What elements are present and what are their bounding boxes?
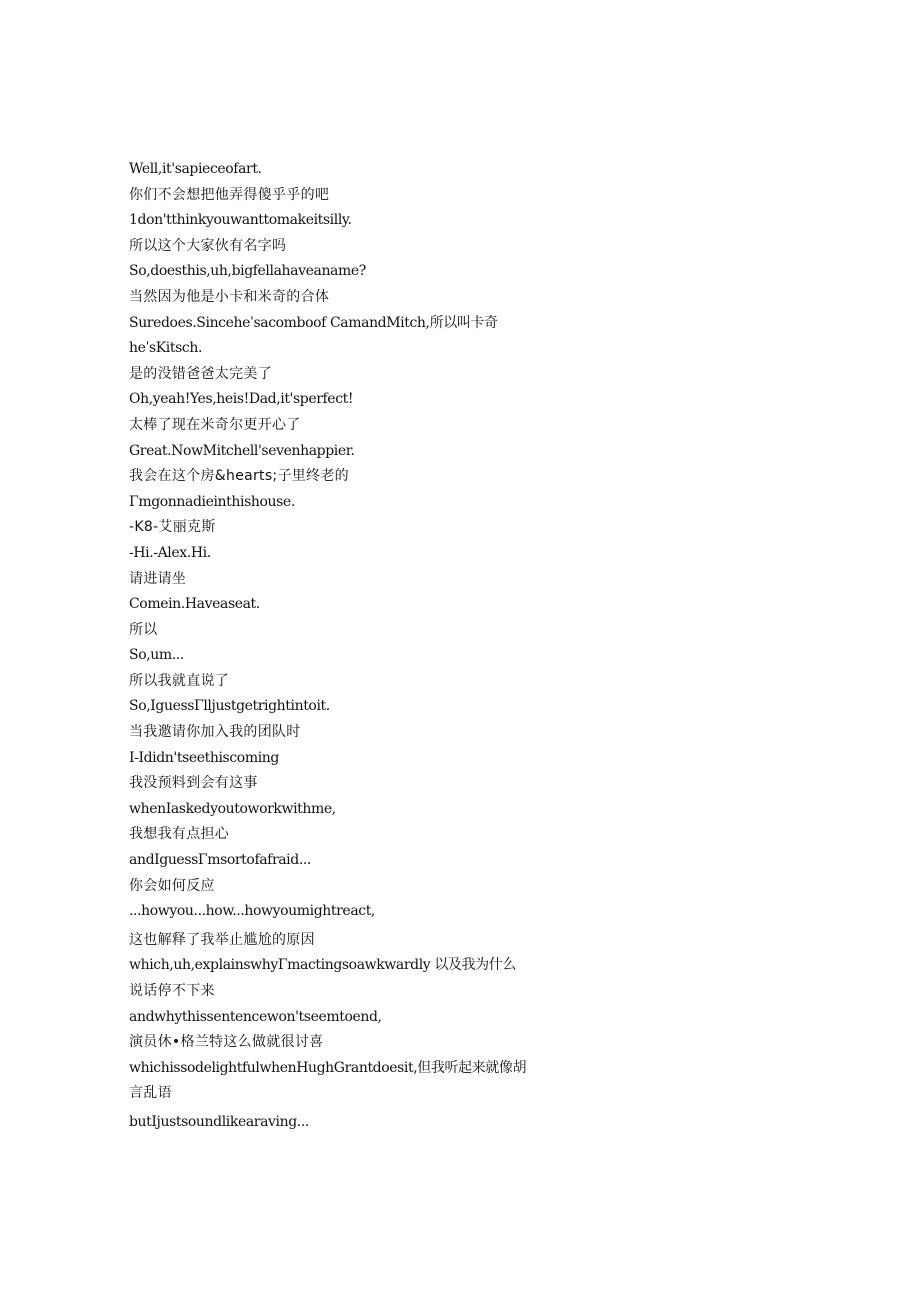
english-subtitle-line: butIjustsoundlikearaving... (129, 1113, 309, 1130)
chinese-subtitle-line: 太棒了现在米奇尔更开心了 (129, 416, 301, 433)
english-subtitle-line: So,um... (129, 647, 184, 664)
english-subtitle-line: -Hi.-Alex.Hi. (129, 544, 211, 561)
english-subtitle-line: andwhythissentencewon'tseemtoend, (129, 1008, 382, 1025)
subtitle-transcript (129, 157, 729, 1136)
english-subtitle-line: ...howyou...how...howyoumightreact, (129, 903, 375, 920)
english-subtitle-line: I-Ididn'tseethiscoming (129, 749, 279, 766)
chinese-subtitle-line: 我想我有点担心 (129, 826, 230, 843)
chinese-subtitle-line: 当我邀请你加入我的团队时 (129, 724, 301, 741)
english-subtitle-line: whichissodelightfulwhenHughGrantdoesit,但我听起来就像胡 (129, 1059, 527, 1076)
english-subtitle-line: heˈsKitsch. (129, 340, 202, 357)
chinese-subtitle-line: 这也解释了我举止尴尬的原因 (129, 931, 315, 948)
english-subtitle-line: which,uh,explainswhyΓmactingsoawkwardly 以及我为什么 (129, 957, 516, 974)
chinese-subtitle-line: 言乱语 (129, 1085, 172, 1102)
english-subtitle-line: 1don'tthinkyouwanttomakeitsilly. (129, 212, 352, 229)
chinese-subtitle-line: 我没预料到会有这事 (129, 775, 258, 792)
chinese-subtitle-line: 请进请坐 (129, 570, 187, 587)
english-subtitle-line: Suredoes.Sinceheˈsacomboof CamandMitch,所以叫卡奇 (129, 314, 498, 331)
chinese-subtitle-line: 我会在这个房&hearts;子里终老的 (129, 468, 349, 485)
english-subtitle-line: Γmgonnadieinthishouse. (129, 493, 295, 510)
chinese-subtitle-line: 你会如何反应 (129, 877, 215, 894)
english-subtitle-line: Well,it'sapieceofart. (129, 161, 262, 177)
english-subtitle-line: Comein.Haveaseat. (129, 596, 260, 613)
chinese-subtitle-line: 说话停不下来 (129, 983, 215, 999)
english-subtitle-line: Oh,yeah!Yes,heis!Dad,it'sperfect! (129, 391, 354, 408)
english-subtitle-line: andIguessΓmsortofafraid... (129, 852, 311, 869)
chinese-subtitle-line: 所以这个大家伙有名字吗 (129, 237, 287, 254)
chinese-subtitle-line: 所以 (129, 621, 158, 638)
chinese-subtitle-line: 是的没错爸爸太完美了 (129, 365, 272, 382)
english-subtitle-line: So,doesthis,uh,bigfellahaveaname? (129, 263, 366, 280)
chinese-subtitle-line: 所以我就直说了 (129, 672, 230, 689)
english-subtitle-line: So,IguessΓlljustgetrightintoit. (129, 698, 330, 715)
chinese-subtitle-line: 演员休•格兰特这么做就很讨喜 (129, 1034, 324, 1051)
chinese-subtitle-line: -K8-艾丽克斯 (129, 519, 216, 536)
english-subtitle-line: Great.NowMitchell'sevenhappier. (129, 442, 355, 459)
english-subtitle-line: whenIaskedyoutoworkwithme, (129, 800, 336, 817)
chinese-subtitle-line: 当然因为他是小卡和米奇的合体 (129, 288, 330, 305)
chinese-subtitle-line: 你们不会想把他弄得傻乎乎的吧 (129, 186, 330, 203)
